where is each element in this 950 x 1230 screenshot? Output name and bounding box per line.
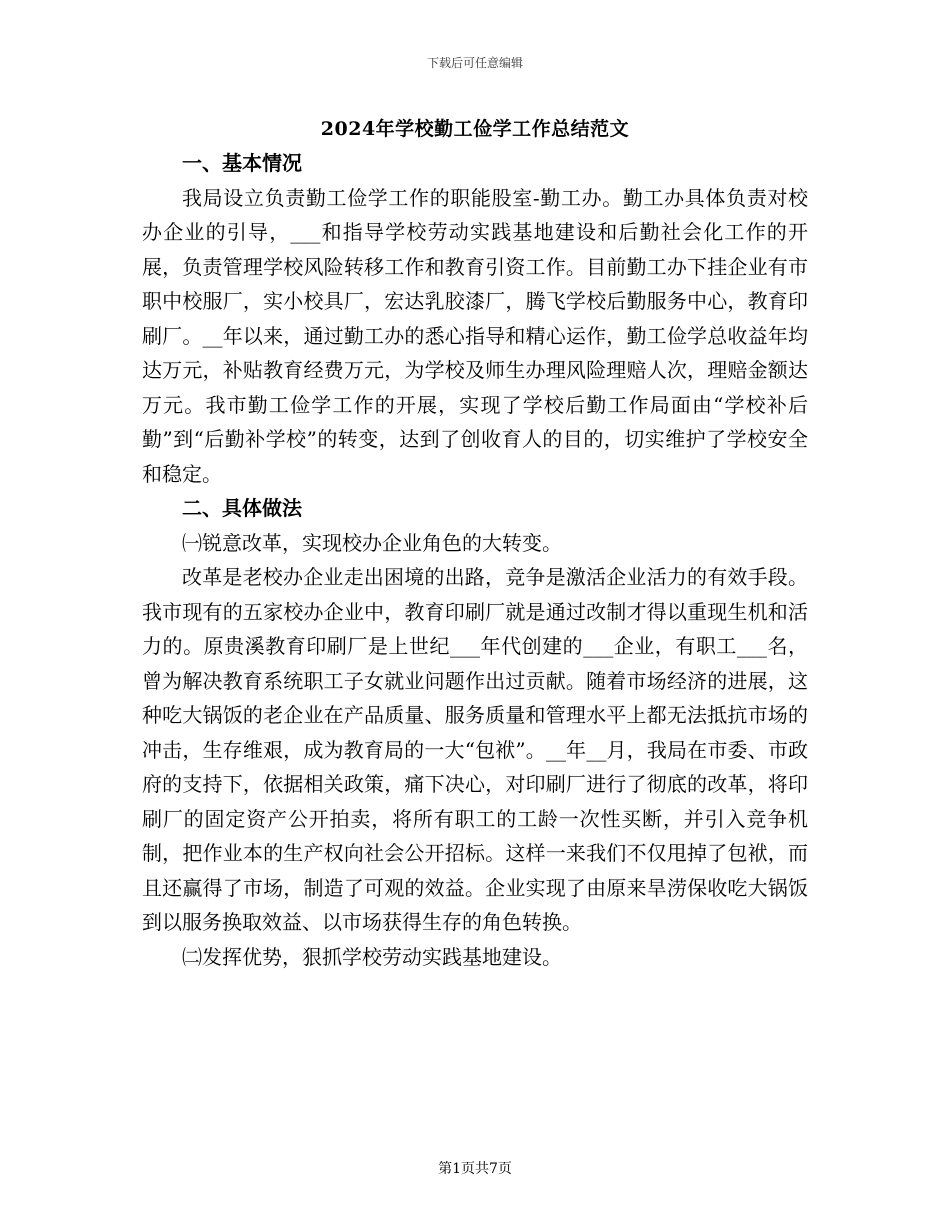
page-number: 第1页共7页: [438, 1161, 512, 1177]
subheading-practice-base: ㈡发挥优势，狠抓学校劳动实践基地建设。: [182, 944, 562, 969]
section-heading-specific-methods: 二、具体做法: [182, 496, 302, 520]
paragraph-reform: 改革是老校办企业走出困境的出路，竞争是激活企业活力的有效手段。我市现有的五家校办企业中，教育印刷厂就是通过改制才得以重现生机和活力的。原贵溪教育印刷厂是上世纪___年代创建的___企业，有职工___名，曾为解决教育系统职工子女就业问题作出过贡献。随着市场经济的进展，这种吃大锅饭的老企业在产品质量、服务质量和管理水平上都无法抵抗市场的冲击，生存维艰，成为教育局的一大“包袱”。__年__月，我局在市委、市政府的支持下，依据相关政策，痛下决心，对印刷厂进行了彻底的改革，将印刷厂的固定资产公开拍卖，将所有职工的工龄一次性买断，并引入竞争机制，把作业本的生产权向社会公开招标。这样一来我们不仅甩掉了包袱，而且还赢得了市场，制造了可观的效益。企业实现了由原来旱涝保收吃大锅饭到以服务换取效益、以市场获得生存的角色转换。: [142, 565, 808, 934]
document-title: 2024年学校勤工俭学工作总结范文: [320, 118, 630, 140]
section-heading-basic-situation: 一、基本情况: [182, 151, 302, 175]
header-note: 下载后可任意编辑: [426, 56, 523, 70]
paragraph-basic-situation: 我局设立负责勤工俭学工作的职能股室-勤工办。勤工办具体负责对校办企业的引导，___和指导学校劳动实践基地建设和后勤社会化工作的开展，负责管理学校风险转移工作和教育引资工作。目前勤工办下挂企业有市职中校服厂，实小校具厂，宏达乳胶漆厂，腾飞学校后勤服务中心，教育印刷厂。__年以来，通过勤工办的悉心指导和精心运作，勤工俭学总收益年均达万元，补贴教育经费万元，为学校及师生办理风险理赔人次，理赔金额达万元。我市勤工俭学工作的开展，实现了学校后勤工作局面由“学校补后勤”到“后勤补学校”的转变，达到了创收育人的目的，切实维护了学校安全和稳定。: [142, 185, 808, 486]
subheading-reform: ㈠锐意改革，实现校办企业角色的大转变。: [182, 530, 562, 555]
document-body: [142, 146, 808, 974]
